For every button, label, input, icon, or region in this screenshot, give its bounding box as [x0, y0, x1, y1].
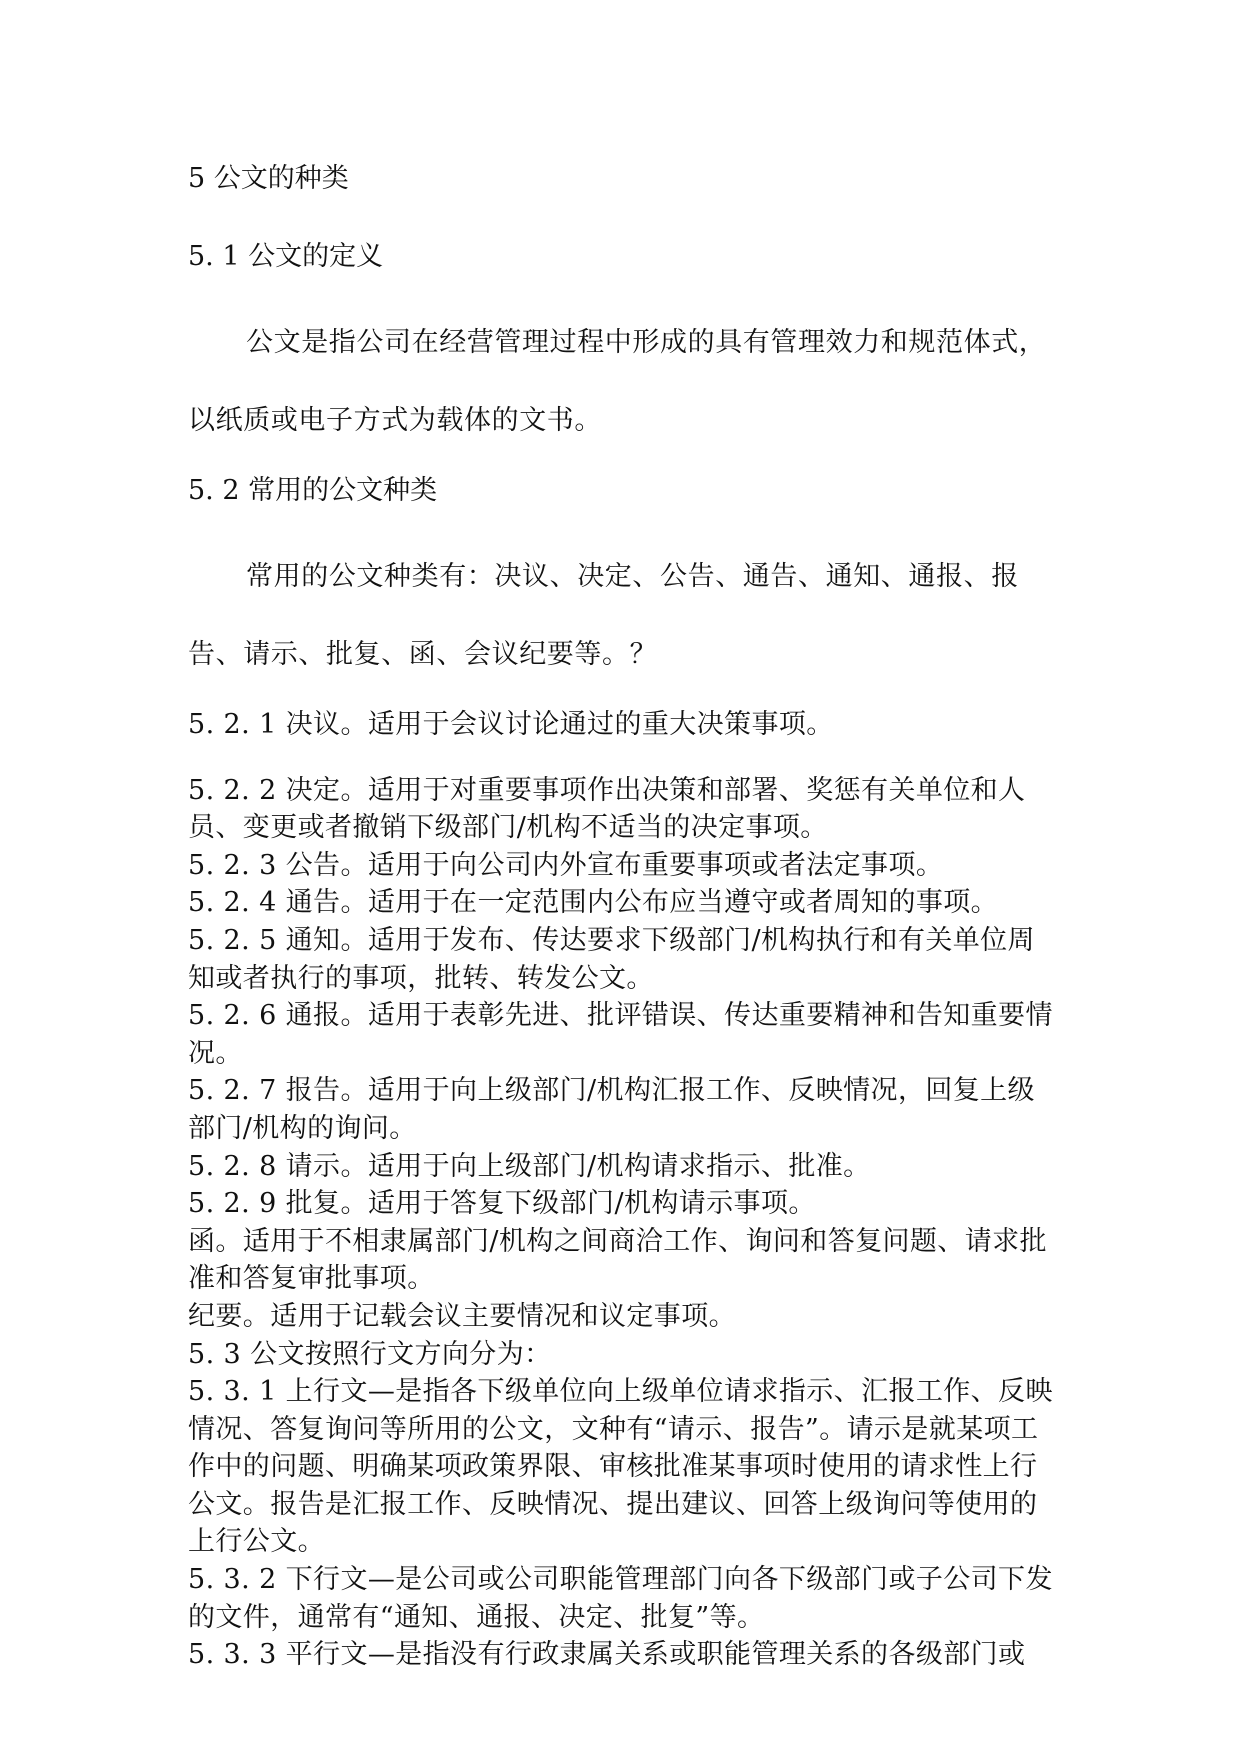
- list-item: 5. 2. 1 决议。适用于会议讨论通过的重大决策事项。: [188, 709, 834, 740]
- types-paragraph: 常用的公文种类有：决议、决定、公告、通告、通知、通报、报告、请示、批复、函、会议纪要等。？: [188, 561, 1019, 670]
- list-item: 5. 2. 4 通告。适用于在一定范围内公布应当遵守或者周知的事项。: [188, 887, 999, 919]
- section-heading-5-1: 5. 1 公文的定义: [188, 241, 384, 272]
- list-item: 5. 3. 3 平行文—是指没有行政隶属关系或职能管理关系的各级部门或: [188, 1639, 1026, 1671]
- list-item: 5. 2. 7 报告。适用于向上级部门/机构汇报工作、反映情况，回复上级部门/机构的询问。: [188, 1075, 1035, 1144]
- list-item: 5. 2. 9 批复。适用于答复下级部门/机构请示事项。: [188, 1188, 816, 1220]
- section-heading-5-2: 5. 2 常用的公文种类: [188, 475, 438, 506]
- list-item: 5. 2. 3 公告。适用于向公司内外宣布重要事项或者法定事项。: [188, 849, 944, 881]
- list-item: 5. 3 公文按照行文方向分为：: [188, 1338, 552, 1370]
- list-item: 5. 2. 2 决定。适用于对重要事项作出决策和部署、奖惩有关单位和人员、变更或者撤销下级部门/机构不适当的决定事项。: [188, 774, 1026, 844]
- list-item: 5. 2. 5 通知。适用于发布、传达要求下级部门/机构执行和有关单位周知或者执行的事项，批转、转发公文。: [188, 924, 1035, 994]
- list-item: 纪要。适用于记载会议主要情况和议定事项。: [188, 1300, 736, 1332]
- section-heading-5: 5 公文的种类: [188, 163, 349, 194]
- list-item: 5. 2. 8 请示。适用于向上级部门/机构请求指示、批准。: [188, 1150, 871, 1182]
- document-page: [188, 160, 1058, 1674]
- list-item: 5. 2. 6 通报。适用于表彰先进、批评错误、传达重要精神和告知重要情况。: [188, 1000, 1053, 1069]
- item-list: [188, 706, 1058, 1674]
- list-item: 函。适用于不相隶属部门/机构之间商洽工作、询问和答复问题、请求批准和答复审批事项。: [188, 1225, 1047, 1295]
- list-item: 5. 3. 2 下行文—是公司或公司职能管理部门向各下级部门或子公司下发的文件，通常有“通知、通报、决定、批复”等。: [188, 1564, 1053, 1633]
- list-item: 5. 3. 1 上行文—是指各下级单位向上级单位请求指示、汇报工作、反映情况、答复询问等所用的公文，文种有“请示、报告”。请示是就某项工作中的问题、明确某项政策界限、审核批准某事项时使用的请求性上行公文。报告是汇报工作、反映情况、提出建议、回答上级询问等使用的上行公文。: [188, 1376, 1053, 1558]
- definition-paragraph: 公文是指公司在经营管理过程中形成的具有管理效力和规范体式，以纸质或电子方式为载体的文书。: [188, 327, 1047, 436]
